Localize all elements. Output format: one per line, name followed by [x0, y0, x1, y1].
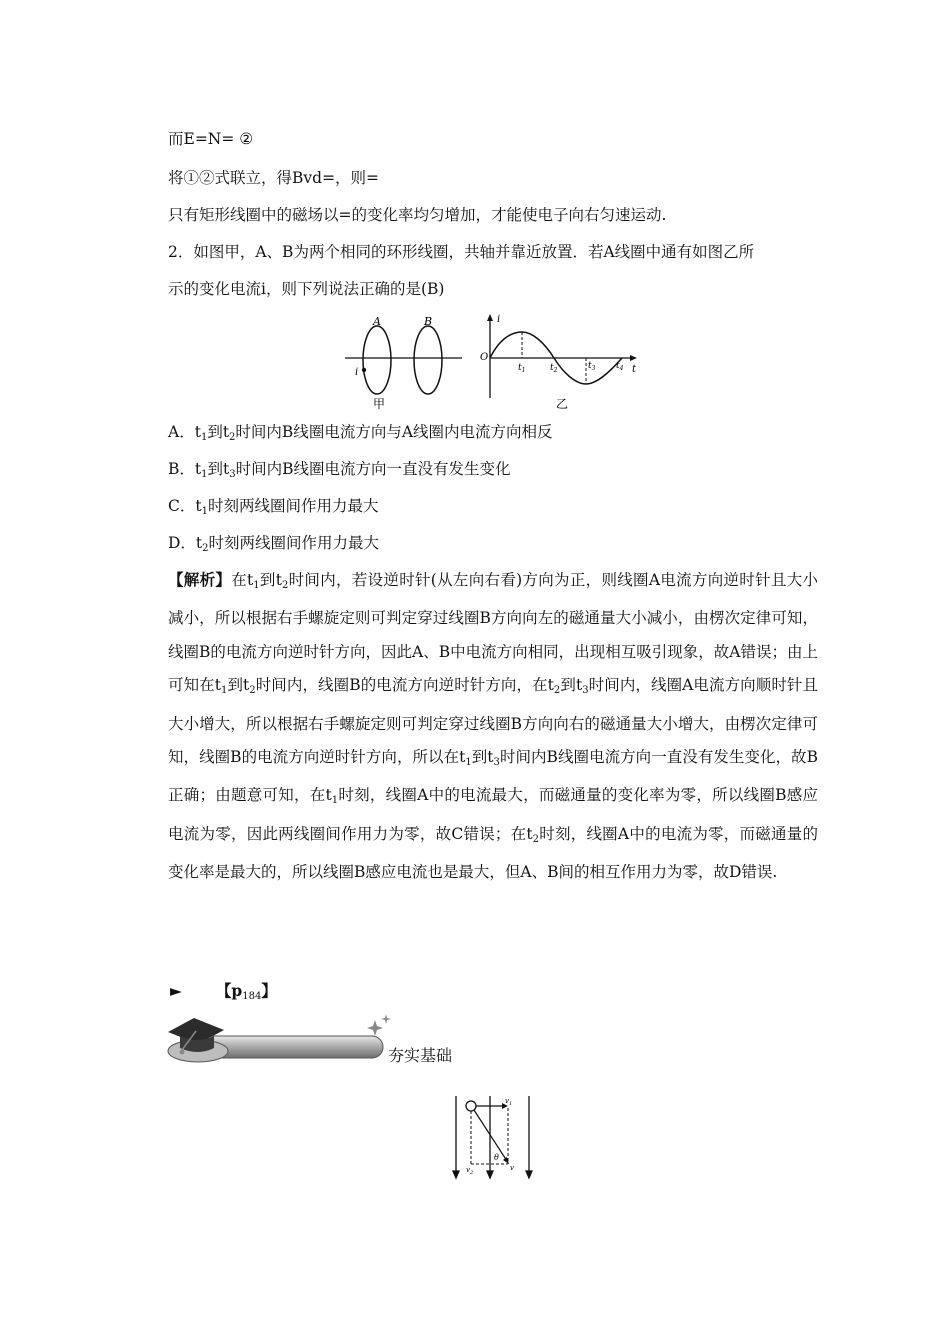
caption-yi: 乙 — [556, 397, 569, 411]
charge-ball — [466, 1101, 476, 1111]
v-label: v — [510, 1164, 514, 1172]
question-2-line-1: 2．如图甲，A、B为两个相同的环形线圈，共轴并靠近放置．若A线圈中通有如图乙所 — [168, 243, 755, 261]
t4-label: $t_4$ — [616, 361, 624, 372]
sparkle-icon — [367, 1014, 391, 1036]
t-axis-arrow — [630, 355, 637, 361]
option-d: D．$t_2$时刻两线圈间作用力最大 — [168, 534, 380, 554]
t2-label: $t_2$ — [550, 363, 558, 374]
text-line-2: 将①②式联立，得Bvd=，则= — [168, 169, 380, 187]
coil-a — [363, 326, 391, 394]
option-b: B．$t_1$到$t_3$时间内B线圈电流方向一直没有发生变化 — [168, 460, 511, 480]
page-reference: ► 【$p_{184}$】 — [170, 981, 277, 1002]
velocity-figure — [450, 1094, 545, 1184]
current-dot — [362, 368, 366, 372]
theta-label: θ — [494, 1153, 499, 1162]
text-line-3: 只有矩形线圈中的磁场以=的变化率均匀增加，才能使电子向右匀速运动. — [168, 206, 667, 224]
caption-jia: 甲 — [373, 397, 386, 411]
option-c: C．$t_1$时刻两线圈间作用力最大 — [168, 497, 379, 517]
t3-label: $t_3$ — [588, 361, 596, 372]
pointer-arrow-icon: ► — [170, 982, 182, 1000]
field-lines — [453, 1096, 532, 1178]
analysis-paragraph: 【解析】在$t_1$到$t_2$时间内，若设逆时针(从左向右看)方向为正，则线圈A电流方向逆时针且大小减小，所以根据右手螺旋定则可判定穿过线圈B方向向左的磁通量大小减小，由楞次定律可知，线圈B的电流方向逆时针方向，因此A、B中电流方向相同，出现相互吸引现象，故A错误；由上可知在$t_1$到$t_2$时间内，线圈B的电流方向逆时针方向，在$t_2$到$t_3$时间内，线圈A电流方向顺时针且大小增大，所以根据右手螺旋定则可判定穿过线圈B方向向右的磁通量大小增大，由楞次定律可知，线圈B的电流方向逆时针方向，所以在$t_1$到$t_3$时间内B线圈电流方向一直没有发生变化，故B正确；由题意可知，在$t_1$时刻，线圈A中的电流最大，而磁通量的变化率为零，所以线圈B感应电流为零，因此两线圈间作用力为零，故C错误；在$t_2$时刻，线圈A中的电流为零，而磁通量的变化率是最大的，所以线圈B感应电流也是最大，但A、B间的相互作用力为零，故D错误. — [168, 570, 819, 882]
analysis-tag: 【解析】 — [168, 570, 232, 589]
t-axis-label: t — [632, 364, 637, 375]
i-axis-arrow — [487, 314, 493, 321]
origin-label: O — [480, 352, 489, 363]
option-a: A．$t_1$到$t_2$时间内B线圈电流方向与A线圈内电流方向相反 — [168, 423, 553, 443]
v2-label: $v_2$ — [466, 1166, 474, 1176]
section-banner — [160, 1010, 400, 1070]
banner-title: 夯实基础 — [388, 1046, 453, 1065]
i-axis-label: i — [497, 314, 501, 325]
question-2-line-2: 示的变化电流i，则下列说法正确的是(B) — [168, 280, 445, 298]
coil-b-label: B — [424, 315, 433, 328]
text-line-1: 而E=N= ② — [168, 130, 254, 148]
coil-current-label: i — [355, 367, 359, 378]
coil-a-label: A — [373, 315, 381, 328]
coil-b — [414, 326, 442, 394]
banner-bar — [200, 1036, 383, 1058]
t1-label: $t_1$ — [518, 363, 526, 374]
coil-current-figure — [340, 312, 650, 412]
v1-label: $v_1$ — [505, 1097, 513, 1107]
